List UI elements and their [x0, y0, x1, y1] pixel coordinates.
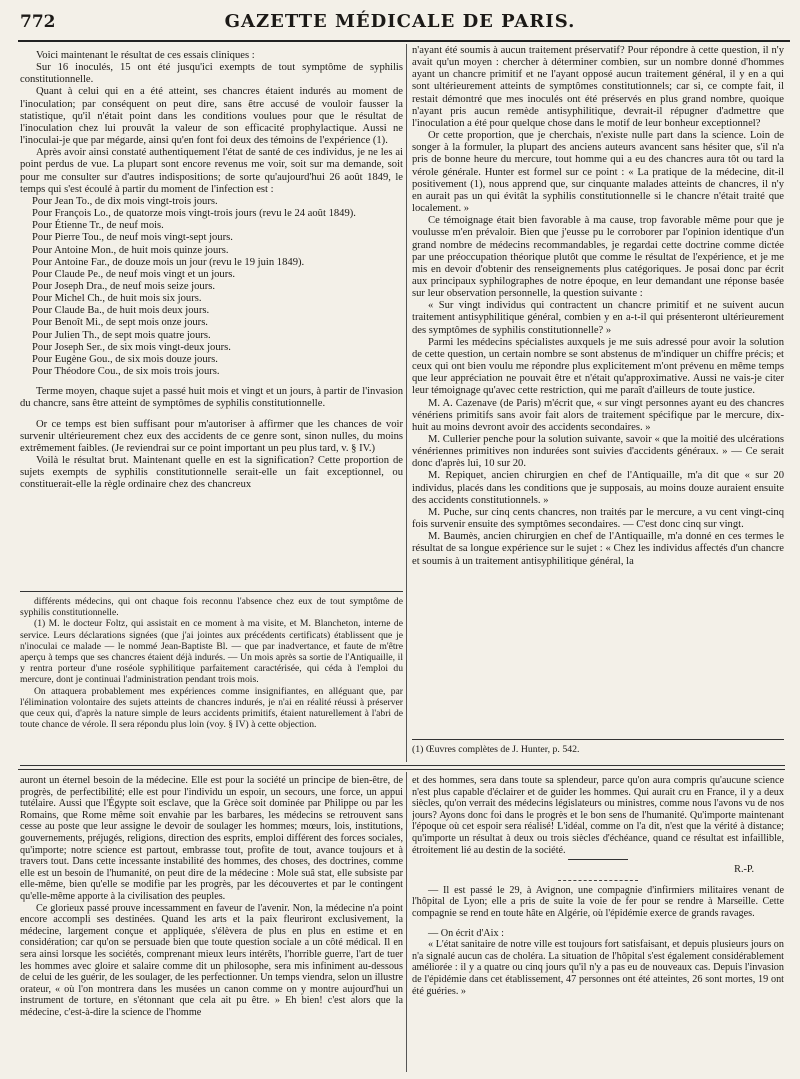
list-item: Pour Joseph Ser., de six mois vingt-deux jours.	[32, 341, 231, 353]
list-item: Pour Michel Ch., de huit mois six jours.	[32, 293, 202, 305]
footnote: (1) M. le docteur Foltz, qui assistait en ce moment à ma visite, et M. Blancheton, interne de service. Leurs déclarations signées (que j'ai jointes aux précédents certificats) établissent que je n'inoculai ce malade — le nommé Jean-Baptiste Bl. — que par inadvertance, et faute de m'être aperçu à temps que ses chancres étaient déjà indurés. — Un mois après sa sortie de l'Antiquaille, il y rentra porteur d'une roséole syphilitique parfaitement caractérisée, qui céda à l'emploi du mercure, dont je continuai l'administration pendant trois mois.	[20, 618, 403, 686]
bottom-left-column	[20, 775, 403, 1075]
footnote: (1) Œuvres complètes de J. Hunter, p. 542.	[412, 744, 580, 755]
left-column	[20, 50, 403, 590]
left-footnotes	[20, 596, 403, 756]
footnote: différents médecins, qui ont chaque fois reconnu l'absence chez eux de tout symptôme de syphilis constitutionnelle.	[20, 596, 403, 619]
list-item: Pour Antoine Far., de douze mois un jour (revu le 19 juin 1849).	[32, 256, 305, 268]
paragraph: Voici maintenant le résultat de ces essais cliniques :	[36, 50, 255, 61]
list-item: Pour Jean To., de dix mois vingt-trois jours.	[32, 195, 218, 207]
list-item: Pour Benoît Mi., de sept mois onze jours.	[32, 317, 208, 329]
list-item: Pour Claude Pe., de neuf mois vingt et un jours.	[32, 268, 236, 280]
footnote-rule	[20, 591, 403, 592]
signature: R.-P.	[734, 864, 754, 876]
paragraph: Or ce temps est bien suffisant pour m'autoriser à affirmer que les chances de voir survenir ultérieurement chez eux des accidents de ce genre sont, sinon nulles, du moins extrêmement faibles. (Je reviendrai sur ce point important un peu plus tard, v. § IV.)	[20, 418, 403, 454]
divider	[568, 859, 628, 860]
header-rule	[18, 40, 790, 42]
list-item: Pour Claude Ba., de huit mois deux jours.	[32, 305, 210, 317]
page-title: GAZETTE MÉDICALE DE PARIS.	[224, 11, 576, 32]
list-item: Pour Julien Th., de sept mois quatre jours.	[32, 329, 211, 341]
paragraph: Ce témoignage était bien favorable à ma cause, trop favorable même pour que je voulusse m'en prévaloir. Bien que j'eusse pu le corroborer par l'opinion identique d'un grand nombre de médecins recommandables, je regardai cette doctrine comme dictée par une préoccupation théorique plutôt que comme le résultat de l'expérience, et je me mis en devoir d'obtenir des renseignements plus catégoriques. Je posai donc par écrit aux principaux syphilographes de notre époque, en leur demandant une réponse basée sur leur observation personnelle, la question suivante :	[412, 215, 784, 300]
paragraph: M. Cullerier penche pour la solution suivante, savoir « que la moitié des ulcérations vénériennes primitives non indurées sont suivies d'accidents généraux. » — Ce serait donc d'après lui, 10 sur 20.	[412, 434, 784, 470]
paragraph: Terme moyen, chaque sujet a passé huit mois et vingt et un jours, à partir de l'invasion du chancre, sans être atteint de symptômes de syphilis constitutionnelle.	[20, 386, 403, 410]
list-item: Pour Joseph Dra., de neuf mois seize jours.	[32, 280, 216, 292]
paragraph: Quant à celui qui en a été atteint, ses chancres étaient indurés au moment de l'inoculation; par conséquent on peut dire, sans être accusé de vouloir fausser la statistique, qu'il n'était point dans les conditions voulues pour que le résultat de l'inoculation chez lui prouvât la valeur de son efficacité prophylactique. Aussi ne l'inoculai-je que par mégarde, ainsi qu'en font foi deux des témoins de l'expérience (1).	[20, 86, 403, 147]
list-item: Pour Antoine Mon., de huit mois quinze jours.	[32, 244, 229, 256]
paragraph: auront un éternel besoin de la médecine. Elle est pour la société un principe de bien-être, de progrès, de perfectibilité; elle est pour l'individu un espoir, un secours, une force, un appui tutélaire. Aussi que l'Égypte soit esclave, que la Grèce soit dominée par Philippe ou par les Romains, que Rome même soit envahie par les barbares, les médecins se retrouvent sans cesse au poste que leur assigne le devoir de soulager les hommes; mœurs, lois, institutions, gouvernements, préjugés, religions, direction des esprits, emploi différent des forces sociales, qu'importe; notre science est partout, embrasse tout, profite de tout, avance toujours et à travers tout. Dans cette incessante instabilité des hommes, des choses, des doctrines, comme elle est un besoin de l'humanité, on peut dire de la médecine : Mole suâ stat, elle subsiste par elle-même, bien qu'elle se modifie par les progrès, par les découvertes et par le contingent qu'elle-même apporte à la civilisation des peuples.	[20, 775, 403, 902]
news-item: « L'état sanitaire de notre ville est toujours fort satisfaisant, et depuis plusieurs jours on n'a signalé aucun cas de choléra. La situation de l'hôpital s'est également considérablement améliorée : il y a quatre ou cinq jours qu'il n'y a pas eu de nouveaux cas. Depuis l'invasion de l'épidémie dans cet établissement, 47 personnes ont été atteintes, 26 sont mortes, 19 ont été guéries. »	[412, 939, 784, 997]
page-number: 772	[20, 12, 56, 32]
paragraph: « Sur vingt individus qui contractent un chancre primitif et ne suivent aucun traitement antisyphilitique général, combien y en a-t-il qui présenteront ultérieurement des symptômes de syphilis constitutionnelle? »	[412, 300, 784, 336]
column-divider	[406, 772, 407, 1072]
list-item: Pour François Lo., de quatorze mois vingt-trois jours (revu le 24 août 1849).	[32, 208, 356, 220]
section-rule	[20, 765, 785, 766]
paragraph: Sur 16 inoculés, 15 ont été jusqu'ici exempts de tout symptôme de syphilis constitutionnelle.	[20, 62, 403, 86]
patient-list	[20, 196, 403, 378]
bottom-right-column	[412, 775, 784, 1075]
column-divider	[406, 44, 407, 762]
paragraph: et des hommes, sera dans toute sa splendeur, parce qu'on aura compris qu'aucune science n'est plus capable d'éclairer et de guider les hommes. Qui aurait cru en France, il y a deux siècles, qu'on verrait des médecins législateurs ou ministres, comme nous l'avons vu de nos jours? Ayons donc foi dans le progrès et le bon sens de l'humanité. Qu'importe maintenant l'époque où cet espoir sera réalisé! L'idéal, comme on l'a dit, n'est que la vérité à distance; qu'importe un résultat à deux ou trois siècles d'échéance, quand ce résultat est infaillible, étroitement lié au destin de la société.	[412, 775, 784, 856]
paragraph: Voilà le résultat brut. Maintenant quelle en est la signification? Cette proportion de sujets exempts de syphilis constitutionnelle serait-elle un fait exceptionnel, ou constituerait-elle la règle ordinaire chez des chancreux	[20, 455, 403, 491]
paragraph: M. Puche, sur cinq cents chancres, non traités par le mercure, a vu cent vingt-cinq fois survenir ensuite des symptômes secondaires. — C'est donc cinq sur vingt.	[412, 506, 784, 531]
footnote: On attaquera probablement mes expériences comme insignifiantes, en alléguant que, par l'élimination volontaire des sujets atteints de chancres indurés, je n'ai en réalité réussi à préserver que ceux qui, d'après la nature simple de leurs accidents primitifs, étaient naturellement à l'abri de toute chance de vérole. Il sera répondu plus loin (voy. § IV) à cette objection.	[20, 685, 403, 731]
news-item: — Il est passé le 29, à Avignon, une compagnie d'infirmiers militaires venant de l'hôpital de Lyon; elle a pris de suite la voie de fer pour se rendre à Marseille. Cette compagnie se rend en toute hâte en Algérie, où l'épidémie exerce de grands ravages.	[412, 884, 784, 919]
paragraph: Or cette proportion, que je cherchais, n'existe nulle part dans la science. Loin de songer à la formuler, la plupart des anciens auteurs avancent sans hésiter que, s'il n'a pris de bonne heure du mercure, tout homme qui a eu des chancres aura tôt ou tard la vérole générale. Hunter est formel sur ce point : « La pratique de la médecine, dit-il positivement (1), nous apprend que, sur cinquante malades atteints de chancres, il n'y en aurait pas un qui évitât la syphilis constitutionnelle si le chancre n'était traité que localement. »	[412, 130, 784, 215]
footnote-rule	[412, 739, 784, 740]
paragraph: Parmi les médecins spécialistes auxquels je me suis adressé pour avoir la solution de cette question, un certain nombre se sont abstenus de m'indiquer un chiffre précis; et ceux qui ont bien voulu me répondre plus explicitement m'ont prévenu en même temps que leur appréciation ne pouvait être et n'était qu'approximative. Aussi ne vais-je citer leur témoignage qu'avec cette restriction, qui me paraît d'ailleurs de toute justice.	[412, 336, 784, 397]
page-header	[0, 0, 800, 46]
list-item: Pour Étienne Tr., de neuf mois.	[32, 220, 164, 232]
list-item: Pour Théodore Cou., de six mois trois jours.	[32, 366, 220, 378]
list-item: Pour Eugène Gou., de six mois douze jours.	[32, 353, 218, 365]
paragraph: M. A. Cazenave (de Paris) m'écrit que, « sur vingt personnes ayant eu des chancres vénériens primitifs sans avoir fait alors de traitement spécifique par le mercure, dix-huit au moins devront avoir des accidents secondaires. »	[412, 397, 784, 433]
right-footnote	[412, 744, 784, 756]
paragraph: Après avoir ainsi constaté authentiquement l'état de santé de ces individus, je ne les ai point perdus de vue. La plupart sont encore revenus me voir, soit sur ma demande, soit pour me consulter sur d'autres indispositions; de sorte qu'aujourd'hui 26 août 1849, le temps qui s'est écoulé à partir du moment de l'infection est :	[20, 147, 403, 195]
paragraph: M. Repiquet, ancien chirurgien en chef de l'Antiquaille, m'a dit que « sur 20 individus, placés dans les conditions que je supposais, au moins douze auraient ensuite des accidents constitutionnels. »	[412, 470, 784, 506]
divider	[558, 880, 638, 881]
right-column	[412, 45, 784, 725]
paragraph: Ce glorieux passé prouve incessamment en faveur de l'avenir. Non, la médecine n'a point encore accompli ses destinées. Quand les arts et la paix fleuriront exclusivement, la médecine, largement conçue et appliquée, s'élèvera de plus en plus en estime et en considération; car qu'on se persuade bien que toute question sociale a un côté médical. Il en sera ainsi lorsque les sociétés, comprenant mieux leurs intérêts, l'horrible guerre, l'art de tuer les hommes avec gloire et salaire comme dit un philosophe, sera mis infiniment au-dessous de celui de les guérir, de les soulager, de les perfectionner. Un temps viendra, selon un illustre orateur, « où l'on montrera dans les musées un canon comme on y montre aujourd'hui un instrument de torture, en s'étonnant que cela ait pu être. » Eh bien! c'est alors que la médecine, c'est-à-dire la science de l'homme	[20, 902, 403, 1018]
section-rule	[18, 769, 785, 770]
paragraph: n'ayant été soumis à aucun traitement préservatif? Pour répondre à cette question, il n'y avait qu'un moyen : chercher à déterminer combien, sur un nombre donné d'hommes ayant un chancre primitif et ne l'ayant opposé aucun traitement général, il y en a qui sont ultérieurement atteints de symptômes constitutionnels; car si, ce compte fait, il restait démontré que mes inoculés ont été préservés en plus grand nombre, quoique n'ayant pris aucun remède antisyphilitique, devrait-il répugner d'admettre que l'inoculation a été pour quelque chose dans le motif de leur bonheur exceptionnel?	[412, 45, 784, 129]
list-item: Pour Pierre Tou., de neuf mois vingt-sept jours.	[32, 232, 233, 244]
news-heading: — On écrit d'Aix :	[428, 927, 504, 939]
paragraph: M. Baumès, ancien chirurgien en chef de l'Antiquaille, m'a donné en ces termes le résultat de sa longue expérience sur le sujet : « Chez les individus affectés d'un chancre et soumis à un traitement antisyphilitique général, la	[412, 531, 784, 567]
